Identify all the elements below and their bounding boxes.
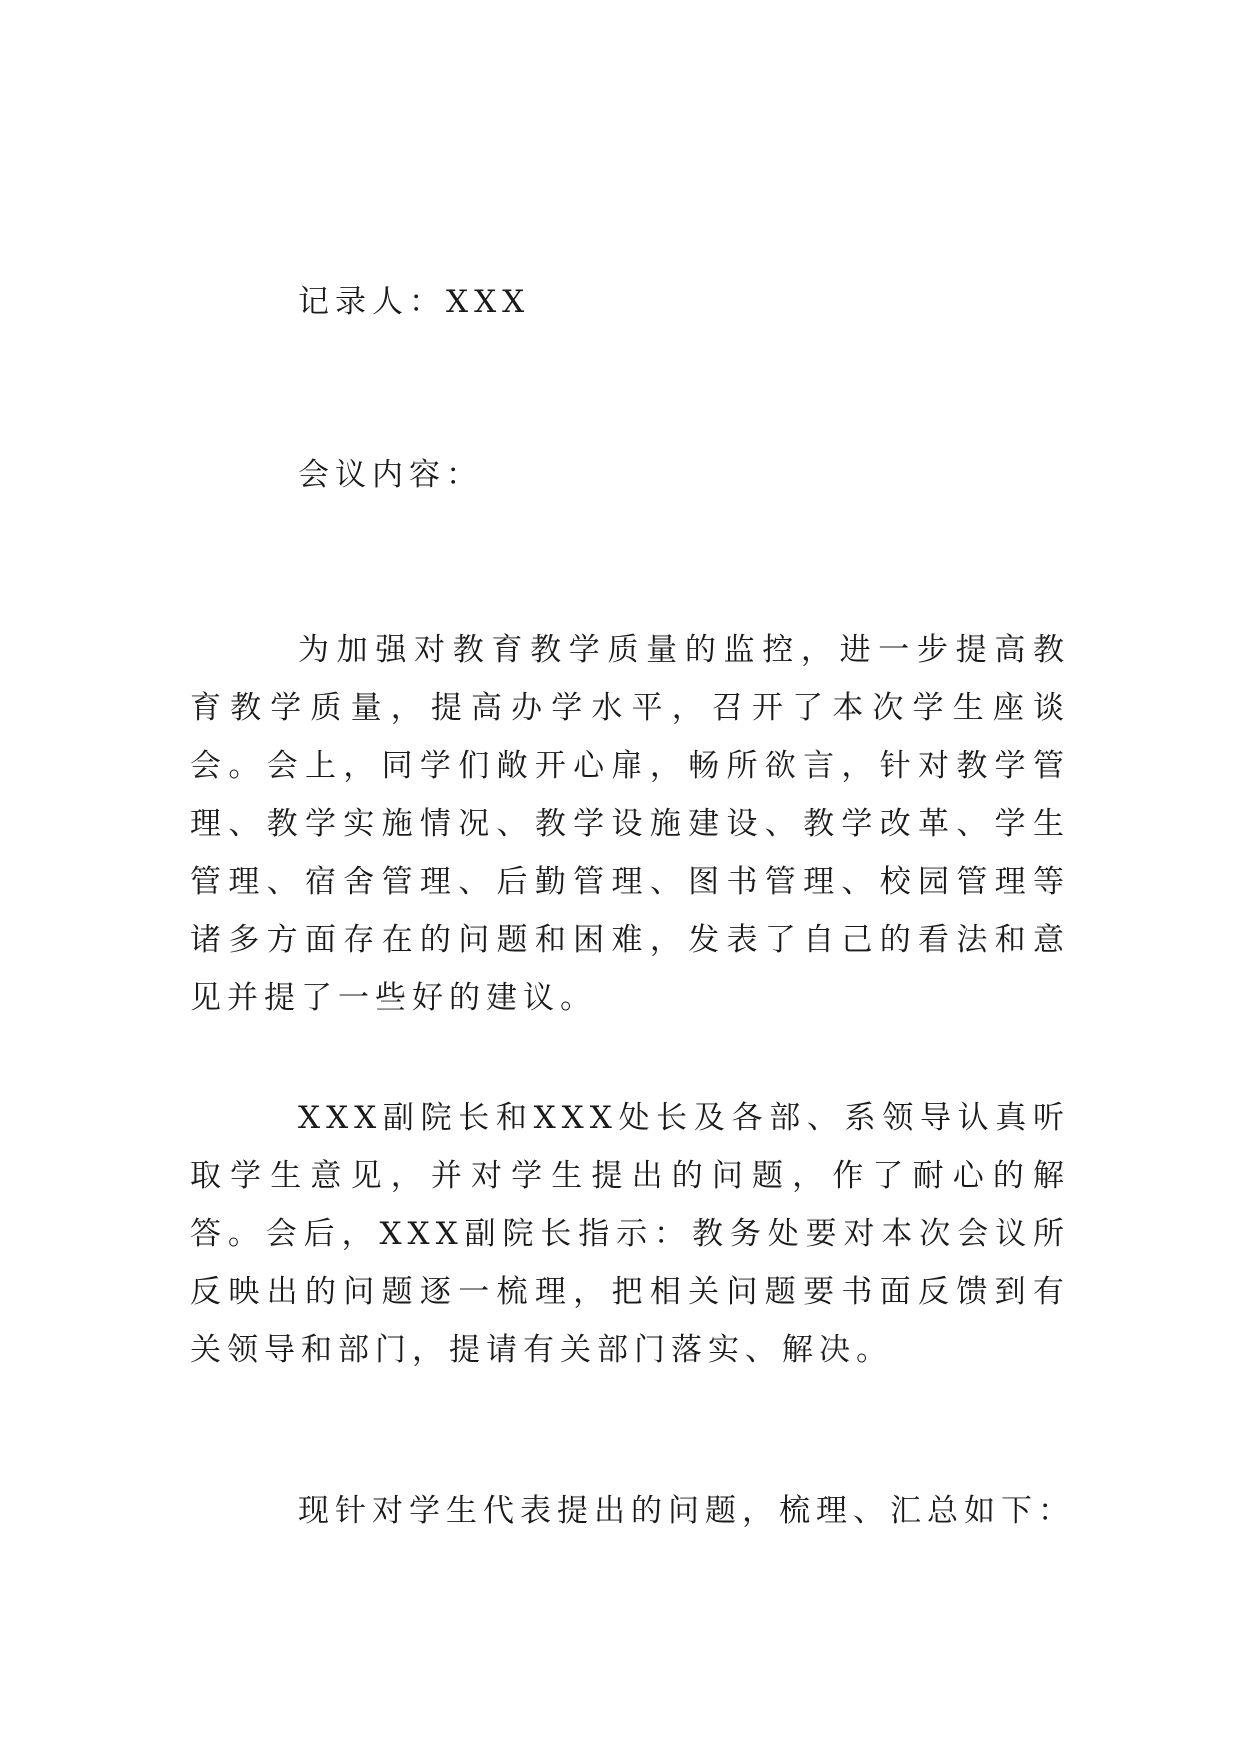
- summary-intro: 现针对学生代表提出的问题，梳理、汇总如下：: [298, 1493, 1075, 1529]
- paragraph-meeting-purpose: 为加强对教育教学质量的监控，进一步提高教育教学质量，提高办学水平，召开了本次学生座谈会。会上，同学们敞开心扉，畅所欲言，针对教学管理、教学实施情况、教学设施建设、教学改革、学生管理、宿舍管理、后勤管理、图书管理、校园管理等诸多方面存在的问题和困难，发表了自己的看法和意见并提了一些好的建议。: [190, 632, 1070, 1016]
- paragraph-leader-response: XXX副院长和XXX处长及各部、系领导认真听取学生意见，并对学生提出的问题，作了耐心的解答。会后，XXX副院长指示：教务处要对本次会议所反映出的问题逐一梳理，把相关问题要书面反馈到有关领导和部门，提请有关部门落实、解决。: [190, 1100, 1070, 1368]
- recorder-line: 记录人：XXX: [298, 284, 531, 320]
- meeting-content-heading: 会议内容：: [298, 457, 483, 493]
